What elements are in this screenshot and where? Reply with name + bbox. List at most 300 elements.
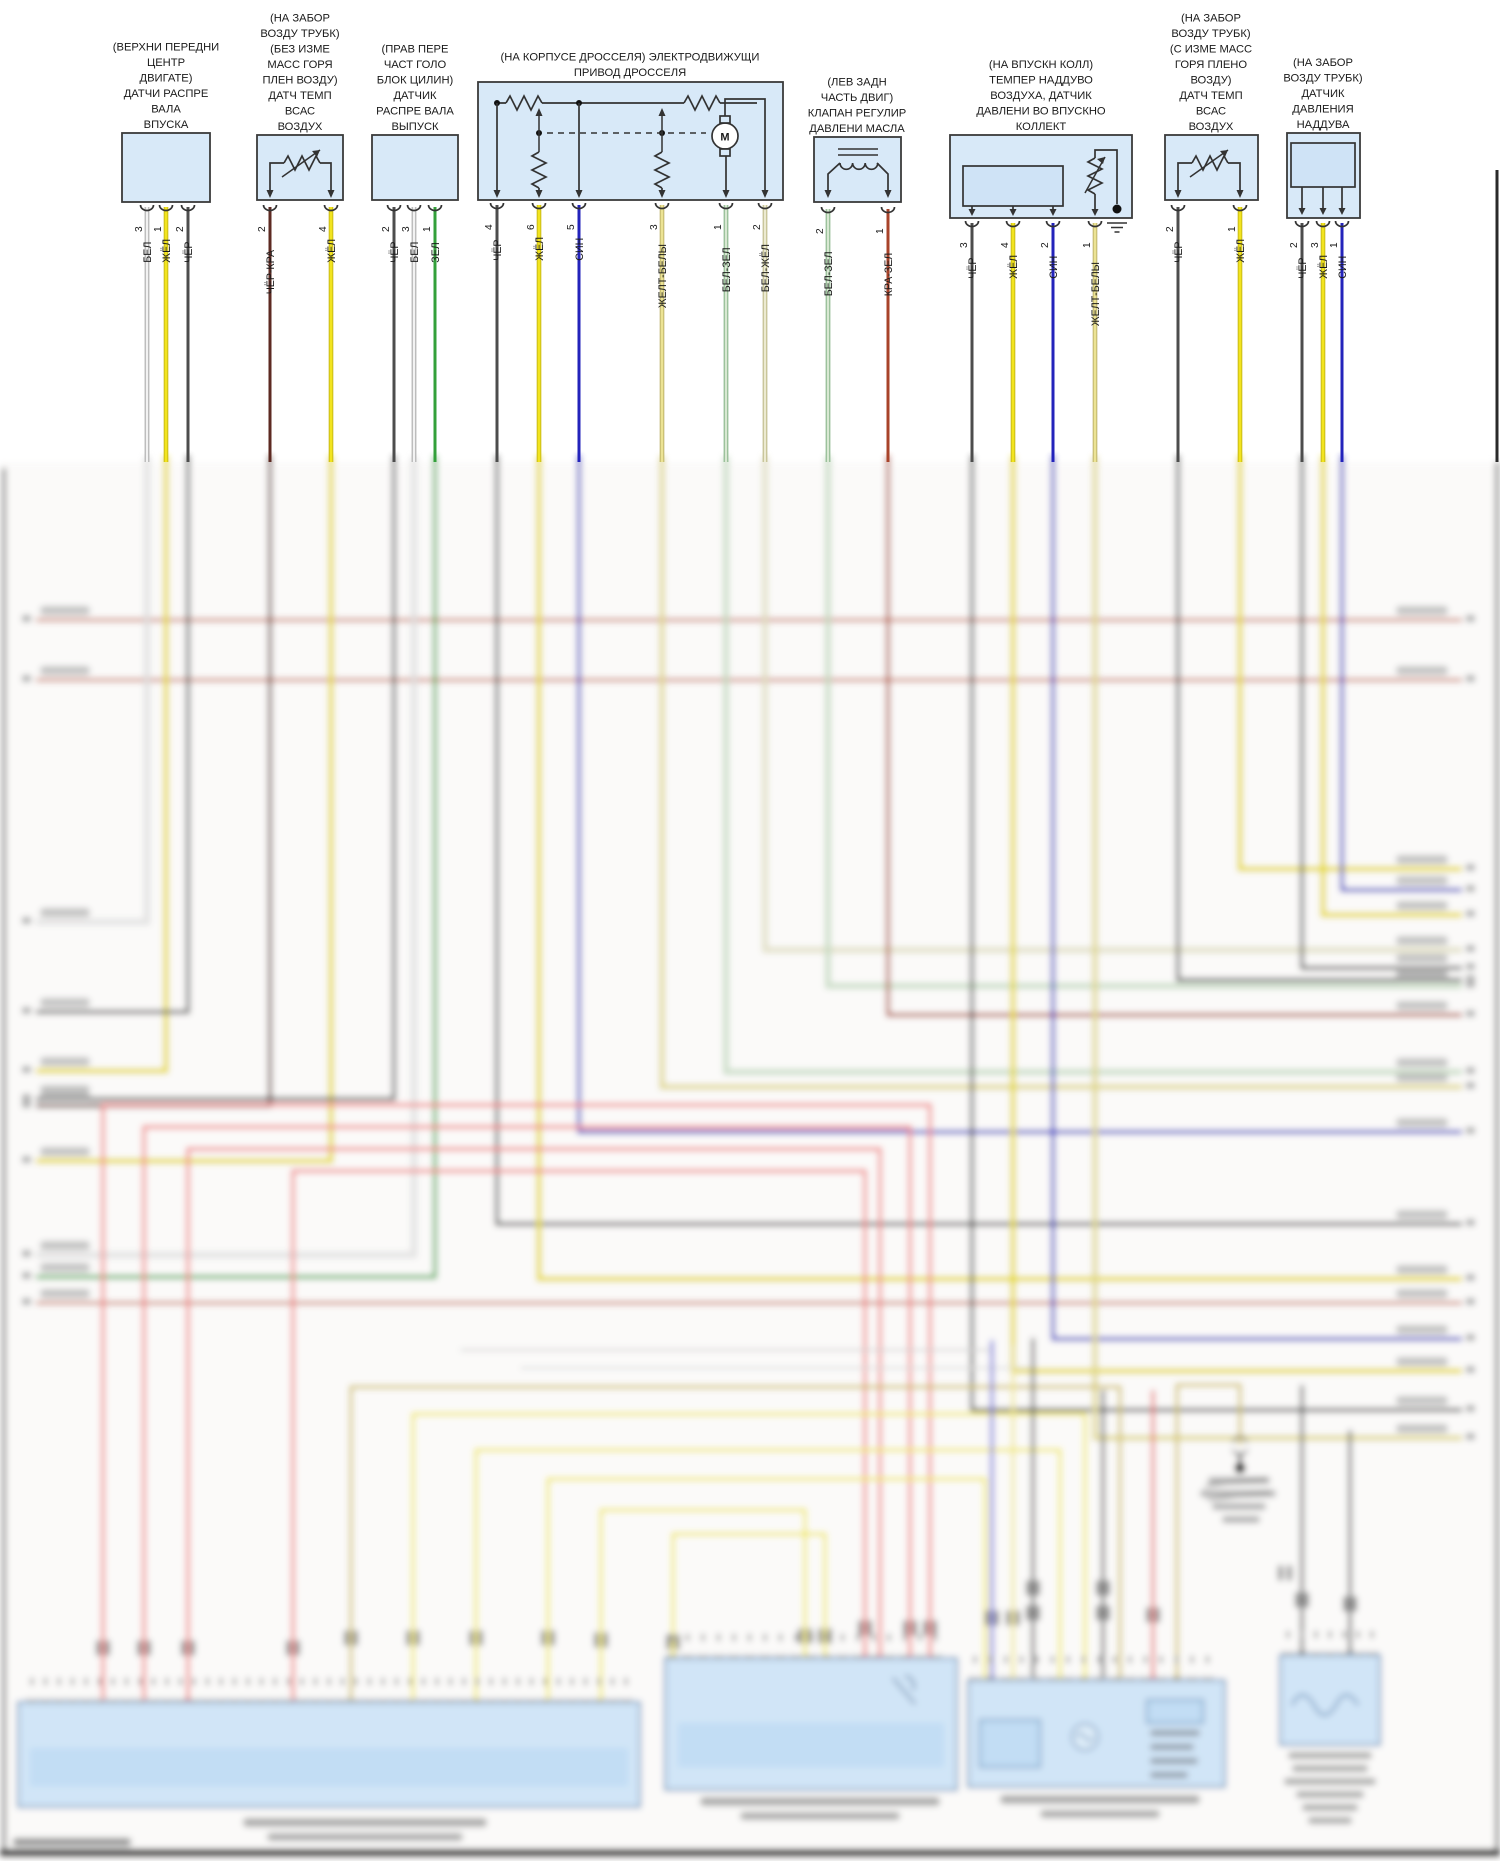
wire-label-placeholder xyxy=(40,666,90,675)
wire-color-label: ЧЁР xyxy=(492,239,504,261)
pin-number-tick xyxy=(31,1678,34,1685)
component-caption-line: (НА ВПУСКН КОЛЛ) xyxy=(988,59,1094,71)
pin-number-placeholder xyxy=(1466,1366,1475,1373)
pin-number-tick xyxy=(1175,1656,1178,1663)
pin-number-tick xyxy=(872,1634,875,1641)
component-caption-line: ЧАСТ ГОЛО xyxy=(383,59,447,71)
pin-number-placeholder xyxy=(1466,1067,1475,1074)
wire-color-label: ЖЁЛ xyxy=(1008,254,1020,279)
wire-color-label: ЧЁР-КРА xyxy=(265,249,277,295)
component-caption-line: ДАТЧИК xyxy=(1301,88,1345,100)
pin-number-tick xyxy=(1160,1656,1163,1663)
pin-connectors xyxy=(141,203,1349,227)
wire-label-placeholder xyxy=(1396,1073,1448,1082)
block-3-sub-box xyxy=(1147,1700,1203,1723)
component-caption-line: ВСАС xyxy=(284,105,316,118)
pin-number-tick xyxy=(989,1656,992,1663)
pin-number-tick xyxy=(314,1678,317,1685)
component-caption-line: ВОЗДУ ТРУБК) xyxy=(1171,28,1251,40)
inline-connector-mark xyxy=(344,1630,349,1646)
splice-dot xyxy=(1235,1463,1246,1474)
pin-number-tick xyxy=(733,1634,736,1641)
pin-number-tick xyxy=(247,1678,250,1685)
pin-number: 1 xyxy=(1082,242,1093,248)
wire-label-placeholder xyxy=(40,998,90,1007)
pin-number-tick xyxy=(368,1678,371,1685)
inline-connector-mark xyxy=(912,1620,917,1636)
pin-number-placeholder xyxy=(1466,885,1475,892)
pin-number-placeholder xyxy=(22,675,31,682)
pin-number-tick xyxy=(449,1678,452,1685)
pin-number-placeholder xyxy=(22,1101,31,1108)
wire-color-label: БЕЛ xyxy=(142,241,154,263)
component-caption-line: ПРИВОД ДРОССЕЛЯ xyxy=(573,67,687,79)
inline-connector-mark xyxy=(1105,1580,1110,1596)
inline-connector-mark xyxy=(867,1620,872,1636)
wire-color-label: ЖЁЛ xyxy=(1235,238,1247,263)
pin-number-placeholder xyxy=(1466,1010,1475,1017)
wire-color-label: ЧЁР xyxy=(1173,241,1185,263)
pin-number-placeholder xyxy=(22,1272,31,1279)
wire-label-placeholder xyxy=(1396,966,1448,975)
component-caption-line: КЛАПАН РЕГУЛИР xyxy=(807,107,907,120)
inline-connector-mark xyxy=(1146,1607,1151,1623)
sensor-inner-box xyxy=(1291,143,1355,187)
ground-junction-dot xyxy=(1113,205,1122,214)
pin-number-placeholder xyxy=(1466,1219,1475,1226)
wire-label-placeholder xyxy=(1396,1325,1448,1334)
wire-color-label: БЕЛ-ЖЁЛ xyxy=(760,243,772,293)
pin-number-placeholder xyxy=(22,1066,31,1073)
wire-color-label: ЗЕЛ xyxy=(430,242,442,263)
inline-connector-mark xyxy=(541,1630,546,1646)
component-caption-line: ДАТЧ ТЕМП xyxy=(268,90,332,102)
pin-number-tick xyxy=(748,1634,751,1641)
pin-number-placeholder xyxy=(1466,975,1475,982)
component-caption-line: (ПРАВ ПЕРЕ xyxy=(381,43,449,56)
wire-label-placeholder xyxy=(1396,1424,1448,1433)
wire-color-label: СИН xyxy=(1048,255,1060,279)
pin-number-placeholder xyxy=(1466,963,1475,970)
inline-connector-mark xyxy=(1015,1610,1020,1626)
pin-number-tick xyxy=(436,1678,439,1685)
motor-brush xyxy=(720,116,730,123)
inline-connector-mark xyxy=(146,1640,151,1656)
pin-number-tick xyxy=(764,1634,767,1641)
inline-connector-mark xyxy=(415,1630,420,1646)
pin-number-tick xyxy=(1329,1631,1332,1638)
wire-color-label: ЖЁЛ xyxy=(534,236,546,261)
ecu-inner-strip xyxy=(30,1748,628,1786)
inline-connector-mark xyxy=(1096,1605,1101,1621)
inline-connector-mark xyxy=(1295,1592,1300,1608)
wire-label-placeholder xyxy=(1396,876,1448,885)
pin-number-tick xyxy=(571,1678,574,1685)
pin-number-placeholder xyxy=(22,1094,31,1101)
component-caption-line: ВОЗДУ ТРУБК) xyxy=(260,28,340,40)
pin-number-tick xyxy=(517,1678,520,1685)
pin-number: 2 xyxy=(815,228,826,234)
inline-connector-mark xyxy=(1035,1580,1040,1596)
splice-label-placeholder xyxy=(1212,1503,1266,1510)
pin-number-tick xyxy=(1067,1656,1070,1663)
pin-number-placeholder xyxy=(22,1250,31,1257)
splice-label-placeholder xyxy=(1222,1516,1260,1523)
label-placeholder xyxy=(1150,1744,1194,1750)
wire-label-placeholder xyxy=(40,1241,90,1250)
component-region xyxy=(113,13,1497,463)
component-caption-line: ДАТЧИ РАСПРЕ xyxy=(123,88,209,100)
pin-number-tick xyxy=(625,1678,628,1685)
pin-number: 4 xyxy=(318,226,329,232)
pin-number-placeholder xyxy=(22,1007,31,1014)
inline-connector-mark xyxy=(1035,1605,1040,1621)
wire-color-label: ЖЁЛ xyxy=(161,238,173,263)
pin-number-tick xyxy=(1343,1631,1346,1638)
pin-number-tick xyxy=(125,1678,128,1685)
pin-number: 3 xyxy=(134,226,145,232)
block-2-inner-strip xyxy=(678,1723,944,1767)
component-caption-line: РАСПРЕ ВАЛА xyxy=(376,105,454,118)
pin-number-tick xyxy=(919,1634,922,1641)
wire-label-placeholder xyxy=(1396,606,1448,615)
pin-number-tick xyxy=(422,1678,425,1685)
pin-number-placeholder xyxy=(22,615,31,622)
pin-number-tick xyxy=(1036,1656,1039,1663)
pin-number-tick xyxy=(779,1634,782,1641)
pin-number-tick xyxy=(395,1678,398,1685)
pin-number: 1 xyxy=(422,226,433,232)
pin-number: 3 xyxy=(1310,242,1321,248)
inline-connector-mark xyxy=(478,1630,483,1646)
pin-number-placeholder xyxy=(1466,945,1475,952)
wire-label-placeholder xyxy=(1396,1001,1448,1010)
pin-number-tick xyxy=(152,1678,155,1685)
inline-connector-mark xyxy=(603,1632,608,1648)
inline-connector-mark xyxy=(1006,1610,1011,1626)
component-caption-line: ДВИГАТЕ) xyxy=(139,72,193,85)
pin-number: 1 xyxy=(1227,226,1238,232)
inline-connector-mark xyxy=(1287,1565,1292,1581)
wire-color-label: ЧЁР xyxy=(183,241,195,263)
component-caption-line: ВОЗДУХ xyxy=(277,121,323,133)
block-3-inner-box xyxy=(980,1720,1040,1767)
pin-number-placeholder xyxy=(22,1156,31,1163)
inline-connector-mark xyxy=(1096,1580,1101,1596)
wire-color-label: ЧЁР xyxy=(967,257,979,279)
pin-number-tick xyxy=(1371,1631,1374,1638)
pin-number-tick xyxy=(584,1678,587,1685)
wire-color-label: ЖЁЛ xyxy=(1318,254,1330,279)
wire-label-placeholder xyxy=(40,908,90,917)
pin-number-tick xyxy=(702,1634,705,1641)
pin-number-tick xyxy=(328,1678,331,1685)
pin-number-placeholder xyxy=(1466,981,1475,988)
pin-number-tick xyxy=(544,1678,547,1685)
pin-number-placeholder xyxy=(1466,1298,1475,1305)
inline-connector-mark xyxy=(550,1630,555,1646)
inline-connector-mark xyxy=(1278,1565,1283,1581)
wire-label-placeholder xyxy=(1396,1118,1448,1127)
pin-number-placeholder xyxy=(1466,1405,1475,1412)
inline-connector-mark xyxy=(675,1634,680,1650)
pin-number-tick xyxy=(1098,1656,1101,1663)
pin-number: 4 xyxy=(1000,242,1011,248)
inline-connector-mark xyxy=(1352,1596,1357,1612)
component-caption-line: ДАТЧ ТЕМП xyxy=(1179,90,1243,102)
pin-number: 1 xyxy=(875,228,886,234)
pin-number-tick xyxy=(1005,1656,1008,1663)
inline-connector-mark xyxy=(903,1620,908,1636)
pin-number-tick xyxy=(287,1678,290,1685)
component-caption-line: ДАВЛЕНИ ВО ВПУСКНО xyxy=(976,105,1106,118)
pin-number-placeholder xyxy=(1466,615,1475,622)
pin-number-tick xyxy=(463,1678,466,1685)
wire-color-label: БЕЛ xyxy=(409,241,421,263)
inline-connector-mark xyxy=(406,1630,411,1646)
component-caption-line: ВАЛА xyxy=(151,103,181,116)
inline-connector-mark xyxy=(923,1620,928,1636)
inline-connector-mark xyxy=(286,1640,291,1656)
pin-number-placeholder xyxy=(1466,1082,1475,1089)
pin-number-tick xyxy=(220,1678,223,1685)
label-placeholder xyxy=(1150,1772,1188,1778)
component-caption-line: (БЕЗ ИЗМЕ xyxy=(270,43,330,56)
wire-color-label: ЖЕЛТ-БЕЛЫ xyxy=(1090,261,1102,327)
wire-color-label: БЕЛ-ЗЕЛ xyxy=(721,247,733,293)
pin-number-tick xyxy=(1301,1631,1304,1638)
pin-number-tick xyxy=(1191,1656,1194,1663)
page-border-bottom xyxy=(0,1849,1500,1857)
pin-number-tick xyxy=(974,1656,977,1663)
pin-number-placeholder xyxy=(1466,910,1475,917)
pin-number-tick xyxy=(557,1678,560,1685)
pin-number-tick xyxy=(301,1678,304,1685)
wire-color-label: СИН xyxy=(574,237,586,261)
component-caption-line: ВЫПУСК xyxy=(391,121,439,133)
component-caption-line: ГОРЯ ПЛЕНО xyxy=(1174,59,1248,71)
label-placeholder xyxy=(1150,1730,1200,1736)
pin-number-tick xyxy=(260,1678,263,1685)
wire-color-label: КРА-ЗЕЛ xyxy=(883,252,895,297)
inline-connector-mark xyxy=(1026,1605,1031,1621)
pin-number-tick xyxy=(795,1634,798,1641)
pin-number-tick xyxy=(1206,1656,1209,1663)
pin-number: 2 xyxy=(1289,242,1300,248)
wire-label-placeholder xyxy=(40,1263,90,1272)
wire-label-placeholder xyxy=(40,606,90,615)
wire-label-placeholder xyxy=(40,1289,90,1298)
inline-connector-mark xyxy=(594,1632,599,1648)
pin-number-tick xyxy=(476,1678,479,1685)
pin-number-placeholder xyxy=(1466,1274,1475,1281)
pin-number-tick xyxy=(1357,1631,1360,1638)
wire-label-placeholder xyxy=(1396,1210,1448,1219)
inline-connector-mark xyxy=(932,1620,937,1636)
wire-label-placeholder xyxy=(1396,954,1448,963)
pin-number-tick xyxy=(112,1678,115,1685)
component-caption-line: (ЛЕВ ЗАДН xyxy=(827,76,887,89)
component-caption-line: (НА ЗАБОР xyxy=(1181,12,1241,25)
inline-connector-mark xyxy=(1343,1596,1348,1612)
pin-number: 3 xyxy=(649,224,660,230)
sensor-inner-box xyxy=(963,166,1063,206)
inline-connector-mark xyxy=(1304,1592,1309,1608)
wire-label-placeholder xyxy=(1396,1058,1448,1067)
component-caption-line: КОЛЛЕКТ xyxy=(1015,121,1067,133)
inline-connector-mark xyxy=(1026,1580,1031,1596)
pin-number: 2 xyxy=(1165,226,1176,232)
inline-connector-mark xyxy=(994,1610,999,1626)
wire-color-label: ЖЕЛТ-БЕЛЫ xyxy=(657,243,669,309)
inline-connector-mark xyxy=(807,1628,812,1644)
component-caption-line: ВОЗДУ) xyxy=(1190,74,1232,87)
pin-number-tick xyxy=(1051,1656,1054,1663)
pin-number: 1 xyxy=(1329,242,1340,248)
pin-number-tick xyxy=(85,1678,88,1685)
component-caption-line: ПЛЕН ВОЗДУ) xyxy=(262,74,338,87)
pin-number-tick xyxy=(355,1678,358,1685)
blurred-lower-region xyxy=(0,456,1500,1861)
pin-number: 2 xyxy=(381,226,392,232)
inline-connector-mark xyxy=(827,1628,832,1644)
wire-label-placeholder xyxy=(40,1085,90,1094)
splice-label-placeholder xyxy=(1208,1477,1270,1484)
wire-label-placeholder xyxy=(1396,666,1448,675)
component-caption-line: ЦЕНТР xyxy=(146,57,186,69)
inline-connector-mark xyxy=(1155,1607,1160,1623)
pin-number-tick xyxy=(598,1678,601,1685)
inline-connector-mark xyxy=(181,1640,186,1656)
wire-label-placeholder xyxy=(1396,1357,1448,1366)
wire-color-label: БЕЛ-ЗЕЛ xyxy=(823,251,835,297)
wire-label-placeholder xyxy=(1396,901,1448,910)
pin-number: 4 xyxy=(484,224,495,230)
component-caption-line: ВОЗДУХА, ДАТЧИК xyxy=(990,90,1092,102)
pin-number-tick xyxy=(98,1678,101,1685)
pin-number: 3 xyxy=(401,226,412,232)
component-caption-line: ЧАСТЬ ДВИГ) xyxy=(820,92,894,104)
pin-number-tick xyxy=(1144,1656,1147,1663)
inline-connector-mark xyxy=(798,1628,803,1644)
pin-number-tick xyxy=(1113,1656,1116,1663)
pin-number: 2 xyxy=(175,226,186,232)
component-caption-line: НАДДУВА xyxy=(1296,119,1350,131)
pin-number-tick xyxy=(341,1678,344,1685)
pin-number: 1 xyxy=(713,224,724,230)
pin-number-tick xyxy=(503,1678,506,1685)
pin-number-placeholder xyxy=(1466,1334,1475,1341)
pin-number-tick xyxy=(382,1678,385,1685)
inline-connector-mark xyxy=(469,1630,474,1646)
wire-label-placeholder xyxy=(1396,1265,1448,1274)
inline-connector-mark xyxy=(818,1628,823,1644)
pin-number-tick xyxy=(1129,1656,1132,1663)
wire-label-placeholder xyxy=(1396,1396,1448,1405)
component-caption-line: (ВЕРХНИ ПЕРЕДНИ xyxy=(112,41,220,54)
inline-connector-mark xyxy=(666,1634,671,1650)
pin-number-tick xyxy=(44,1678,47,1685)
pin-number: 2 xyxy=(257,226,268,232)
component-caption-line: МАСС ГОРЯ xyxy=(267,59,333,71)
pin-number-tick xyxy=(139,1678,142,1685)
pin-number: 2 xyxy=(1040,242,1051,248)
component-caption-line: ВПУСКА xyxy=(143,119,189,131)
box-camshaft-exhaust xyxy=(372,135,458,200)
wire-label-placeholder xyxy=(1396,936,1448,945)
pin-number-tick xyxy=(888,1634,891,1641)
pin-number-tick xyxy=(71,1678,74,1685)
pin-number-tick xyxy=(58,1678,61,1685)
component-caption-line: (НА ЗАБОР xyxy=(1293,57,1353,69)
pin-number-tick xyxy=(233,1678,236,1685)
inline-connector-mark xyxy=(190,1640,195,1656)
motor-brush xyxy=(720,149,730,156)
ground-icon xyxy=(1107,223,1127,232)
inline-connector-mark xyxy=(96,1640,101,1656)
pin-number-tick xyxy=(166,1678,169,1685)
inline-connector-mark xyxy=(985,1610,990,1626)
wire-label-placeholder xyxy=(40,1057,90,1066)
pin-number-tick xyxy=(717,1634,720,1641)
inline-connector-mark xyxy=(295,1640,300,1656)
pin-number-placeholder xyxy=(1466,1433,1475,1440)
wire-color-label: СИН xyxy=(1337,255,1349,279)
wire-label-placeholder xyxy=(1396,855,1448,864)
wire-color-label: ЧЁР xyxy=(389,241,401,263)
pin-number: 1 xyxy=(153,226,164,232)
pin-number-tick xyxy=(1315,1631,1318,1638)
pin-number-tick xyxy=(1287,1631,1290,1638)
inline-connector-mark xyxy=(353,1630,358,1646)
pin-number-placeholder xyxy=(22,917,31,924)
pin-number-tick xyxy=(490,1678,493,1685)
component-caption-line: БЛОК ЦИЛИН) xyxy=(376,74,454,87)
wire-color-label: ЖЁЛ xyxy=(326,238,338,263)
inline-connector-mark xyxy=(858,1620,863,1636)
component-caption-line: ВОЗДУ ТРУБК) xyxy=(1283,72,1363,85)
pin-number-tick xyxy=(1020,1656,1023,1663)
pin-number-tick xyxy=(274,1678,277,1685)
pin-number-tick xyxy=(611,1678,614,1685)
inline-connector-mark xyxy=(137,1640,142,1656)
component-caption-line: ТЕМПЕР НАДДУВО xyxy=(989,74,1093,87)
pin-number-placeholder xyxy=(1466,864,1475,871)
pin-number: 3 xyxy=(959,242,970,248)
watermark-placeholder xyxy=(13,1838,131,1846)
box-camshaft-intake xyxy=(122,133,210,202)
pin-number: 2 xyxy=(752,224,763,230)
component-caption-line: ДАВЛЕНИ МАСЛА xyxy=(809,123,905,135)
pin-number-tick xyxy=(841,1634,844,1641)
pin-number-tick xyxy=(179,1678,182,1685)
pin-number-tick xyxy=(530,1678,533,1685)
pin-number-tick xyxy=(193,1678,196,1685)
pin-number-tick xyxy=(686,1634,689,1641)
motor-letter: M xyxy=(720,131,730,144)
component-caption-line: ДАТЧИК xyxy=(393,90,437,102)
component-caption-line: (НА ЗАБОР xyxy=(270,12,330,25)
wire-color-label: ЧЁР xyxy=(1297,257,1309,279)
pin-number-placeholder xyxy=(22,1298,31,1305)
pin-number-tick xyxy=(1082,1656,1085,1663)
inline-connector-mark xyxy=(105,1640,110,1656)
component-caption-line: (С ИЗМЕ МАСС xyxy=(1169,43,1253,56)
wire-label-placeholder xyxy=(40,1147,90,1156)
component-caption-line: (НА КОРПУСЕ ДРОССЕЛЯ) ЭЛЕКТРОДВИЖУЩИ xyxy=(500,51,760,64)
component-caption-line: ДАВЛЕНИЯ xyxy=(1292,103,1354,116)
pin-number-tick xyxy=(206,1678,209,1685)
